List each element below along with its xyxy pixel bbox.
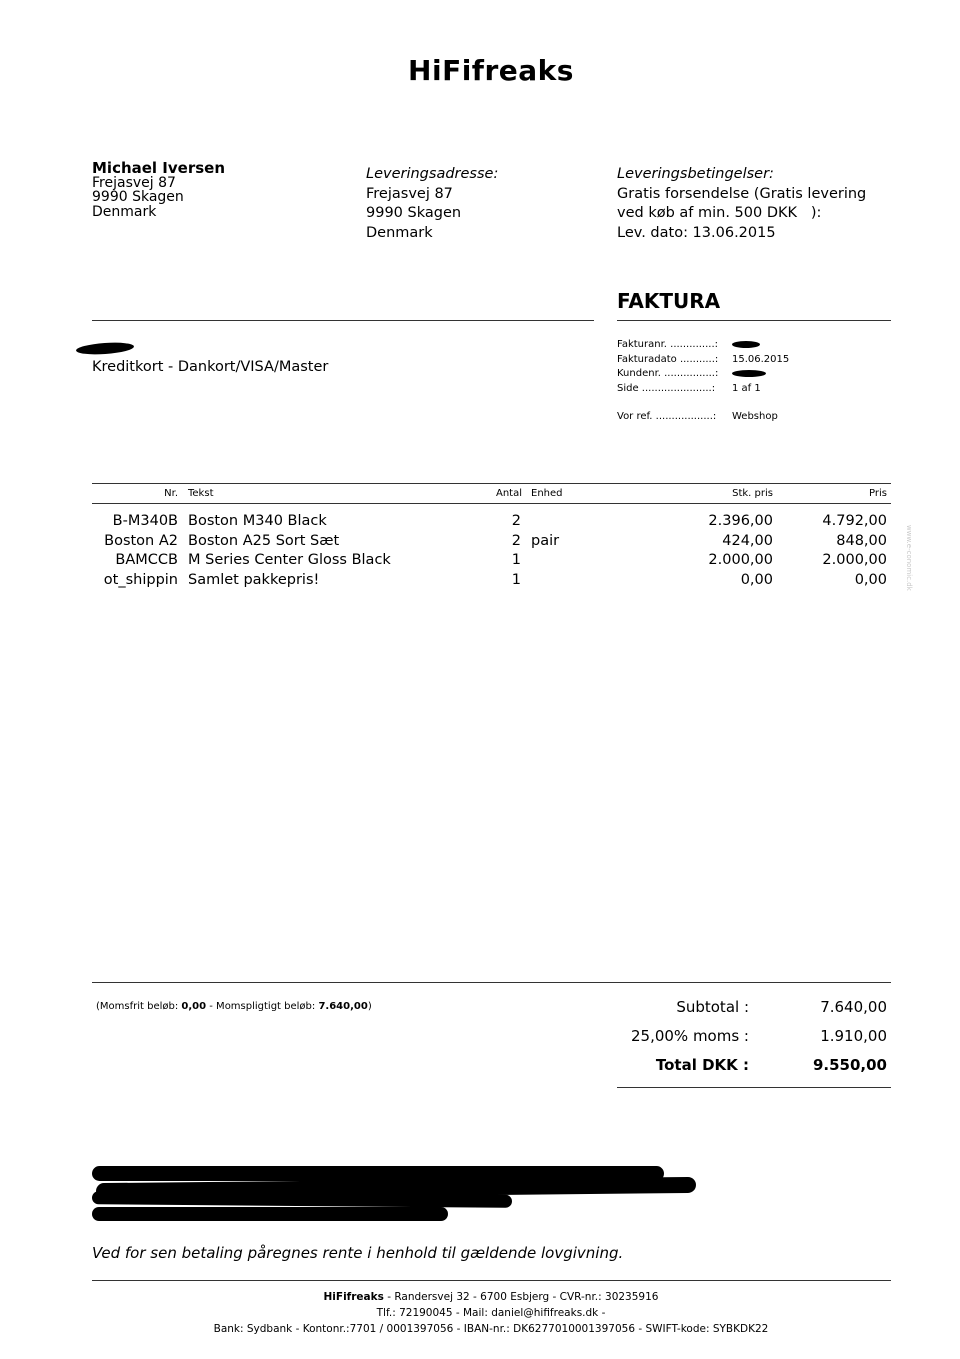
meta-value: 1 af 1 (732, 382, 761, 394)
cell-unit-price: 0,00 (740, 572, 773, 588)
vat-label: 25,00% moms : (630, 1027, 749, 1045)
cell-price: 0,00 (854, 572, 887, 588)
cell-text: M Series Center Gloss Black (188, 552, 391, 568)
total-underline (617, 1087, 891, 1088)
cell-text: Boston A25 Sort Sæt (188, 533, 340, 549)
customer-street: Frejasvej 87 (92, 174, 176, 191)
cell-price: 848,00 (836, 533, 887, 549)
cell-text: Samlet pakkepris! (188, 572, 320, 588)
footer-rule (92, 1280, 891, 1281)
vat-note-middle: - Momspligtigt beløb: (206, 1001, 319, 1012)
col-text: Tekst (188, 488, 214, 499)
col-unit: Enhed (531, 488, 563, 499)
customer-country: Denmark (92, 203, 157, 220)
delivery-city: 9990 Skagen (366, 205, 462, 221)
meta-label: Side ......................: (617, 382, 716, 394)
company-title: HiFifreaks (408, 54, 574, 87)
meta-label: Fakturanr. ..............: (617, 339, 719, 350)
cell-nr: BAMCCB (115, 552, 178, 568)
cell-nr: Boston A2 (104, 533, 178, 549)
subtotal-label: Subtotal : (676, 998, 749, 1016)
footer-line1 (0, 1289, 960, 1305)
cell-unit-price: 2.000,00 (708, 552, 773, 568)
meta-label: Kundenr. ................: (617, 368, 719, 379)
vat-exempt-amount: 0,00 (181, 1001, 207, 1012)
terms-heading: Leveringsbetingelser: (617, 166, 774, 182)
vat-note-suffix: ) (367, 1001, 372, 1012)
delivery-country: Denmark (366, 224, 433, 241)
vat-note-prefix: (Momsfrit beløb: (96, 1001, 182, 1012)
cell-qty: 1 (511, 552, 521, 568)
cell-qty: 2 (511, 513, 521, 529)
meta-label: Fakturadato ...........: (617, 353, 719, 365)
meta-label: Vor ref. ..................: (617, 411, 717, 422)
delivery-street: Frejasvej 87 (366, 185, 453, 202)
cell-qty: 1 (511, 572, 521, 588)
late-payment-note: Ved for sen betaling påregnes rente i henhold til gældende lovgivning. (92, 1244, 624, 1262)
redaction-mark (92, 1191, 512, 1208)
col-nr: Nr. (164, 488, 178, 499)
cell-price: 2.000,00 (822, 552, 887, 568)
terms-line1: Gratis forsendelse (Gratis levering (617, 185, 867, 202)
cell-unit-price: 424,00 (722, 533, 773, 549)
cell-unit: pair (531, 533, 560, 549)
vat-taxable-amount: 7.640,00 (318, 1001, 368, 1012)
subtotal-value: 7.640,00 (820, 998, 887, 1016)
cell-nr: B-M340B (112, 513, 178, 529)
footer-line3: Bank: Sydbank - Kontonr.:7701 / 0001397056 - IBAN-nr.: DK6277010001397056 - SWIFT-kode: SYBKDK22 (213, 1323, 769, 1335)
cell-nr: ot_shippin (103, 572, 178, 588)
customer-city: 9990 Skagen (92, 189, 184, 205)
payment-method: Kreditkort - Dankort/VISA/Master (92, 359, 329, 375)
redaction-mark (92, 1207, 448, 1221)
footer-line2: Tlf.: 72190045 - Mail: daniel@hififreaks.dk - (376, 1307, 606, 1319)
cell-unit-price: 2.396,00 (708, 513, 773, 529)
total-label: Total DKK : (655, 1056, 749, 1074)
col-qty: Antal (495, 488, 522, 499)
delivery-heading: Leveringsadresse: (366, 166, 499, 182)
col-price: Pris (869, 488, 887, 499)
footer (0, 1289, 960, 1337)
meta-value: 15.06.2015 (732, 353, 790, 365)
invoice-heading: FAKTURA (617, 289, 721, 313)
cell-text: Boston M340 Black (188, 513, 327, 529)
terms-line3: Lev. dato: 13.06.2015 (617, 224, 776, 241)
col-unit-price: Stk. pris (732, 488, 773, 499)
customer-name: Michael Iversen (92, 159, 226, 177)
cell-qty: 2 (511, 533, 521, 549)
total-value: 9.550,00 (812, 1056, 887, 1074)
meta-value: Webshop (732, 411, 778, 422)
footer-line1-rest: - Randersvej 32 - 6700 Esbjerg - CVR-nr.: 30235916 (383, 1291, 659, 1303)
terms-line2: ved køb af min. 500 DKK ): (617, 205, 822, 221)
cell-price: 4.792,00 (822, 513, 887, 529)
side-watermark: www.e-conomic.dk (905, 525, 913, 591)
vat-value: 1.910,00 (820, 1027, 887, 1045)
footer-company: HiFifreaks (323, 1291, 384, 1303)
